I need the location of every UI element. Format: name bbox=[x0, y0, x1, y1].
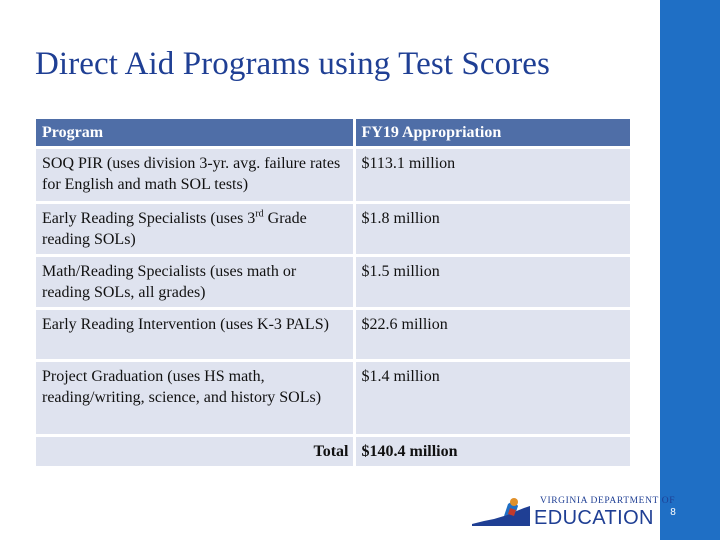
amount-cell: $1.8 million bbox=[354, 203, 630, 256]
logo-line-1: VIRGINIA DEPARTMENT OF bbox=[540, 496, 676, 506]
program-cell: Math/Reading Specialists (uses math or reading SOLs, all grades) bbox=[36, 256, 354, 309]
logo-line-2: EDUCATION bbox=[534, 507, 654, 529]
table-row bbox=[36, 203, 630, 256]
program-text-part: Early Reading Specialists (uses 3 bbox=[42, 210, 256, 227]
amount-cell: $22.6 million bbox=[354, 309, 630, 361]
ordinal-superscript: rd bbox=[255, 208, 264, 220]
amount-cell: $113.1 million bbox=[354, 148, 630, 203]
slide-title: Direct Aid Programs using Test Scores bbox=[35, 46, 550, 82]
program-text-part: Grade reading SOLs) bbox=[42, 210, 307, 248]
header-fy19-appropriation: FY19 Appropriation bbox=[354, 119, 630, 148]
table-header-row bbox=[36, 119, 630, 148]
total-amount: $140.4 million bbox=[354, 436, 630, 468]
table-row bbox=[36, 148, 630, 203]
table-row bbox=[36, 361, 630, 436]
total-row bbox=[36, 436, 630, 468]
amount-cell: $1.5 million bbox=[354, 256, 630, 309]
virginia-map-icon bbox=[470, 494, 532, 530]
direct-aid-table bbox=[36, 119, 630, 469]
page-number: 8 bbox=[670, 507, 676, 518]
program-cell bbox=[36, 203, 354, 256]
amount-cell: $1.4 million bbox=[354, 361, 630, 436]
total-label: Total bbox=[36, 436, 354, 468]
right-accent-bar bbox=[660, 0, 720, 540]
program-cell: SOQ PIR (uses division 3-yr. avg. failure rates for English and math SOL tests) bbox=[36, 148, 354, 203]
program-cell: Project Graduation (uses HS math, reading/writing, science, and history SOLs) bbox=[36, 361, 354, 436]
program-cell: Early Reading Intervention (uses K-3 PALS) bbox=[36, 309, 354, 361]
table-row bbox=[36, 256, 630, 309]
table-row bbox=[36, 309, 630, 361]
header-program: Program bbox=[36, 119, 354, 148]
vdoe-logo bbox=[470, 494, 676, 530]
